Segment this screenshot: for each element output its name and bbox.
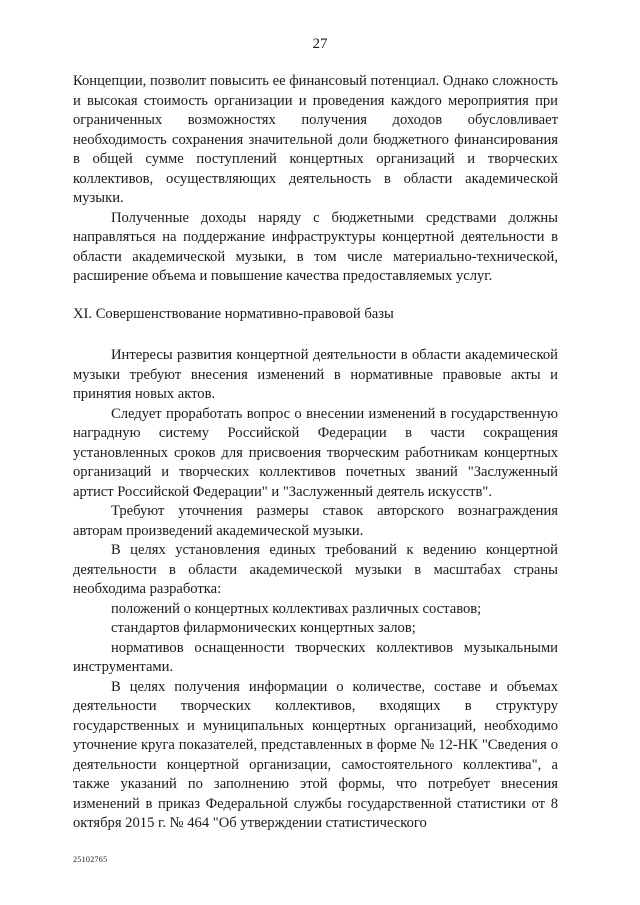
paragraph: Концепции, позволит повысить ее финансовый потенциал. Однако сложность и высокая стоимость организации и проведения каждого мероприятия при ограниченных возможностях получения доходов обусловливает необходимость сохранения значительной доли бюджетного финансирования в общей сумме поступлений концертных организаций и творческих коллективов, осуществляющих деятельность в области академической музыки. bbox=[73, 73, 558, 206]
document-code: 25102765 bbox=[73, 855, 108, 864]
list-item: нормативов оснащенности творческих коллективов музыкальными инструментами. bbox=[73, 639, 558, 675]
paragraph: В целях установления единых требований к ведению концертной деятельности в области академической музыки в масштабах страны необходима разработка: bbox=[73, 542, 558, 597]
list-item: стандартов филармонических концертных залов; bbox=[111, 620, 416, 636]
paragraph: Полученные доходы наряду с бюджетными средствами должны направляться на поддержание инфраструктуры концертной деятельности в области академической музыки, в том числе материально-технической, расширение объема и повышение качества предоставляемых услуг. bbox=[73, 209, 558, 284]
document-body bbox=[73, 72, 558, 834]
paragraph: Следует проработать вопрос о внесении изменений в государственную наградную систему Российской Федерации в части сокращения установленных сроков для присвоения творческим работникам концертных организаций и творческих коллективов почетных званий "Заслуженный артист Российской Федерации" и "Заслуженный деятель искусств". bbox=[73, 405, 558, 500]
paragraph: Интересы развития концертной деятельности в области академической музыки требуют внесения изменений в нормативные правовые акты и принятия новых актов. bbox=[73, 347, 558, 402]
page-number: 27 bbox=[312, 36, 328, 52]
paragraph: В целях получения информации о количестве, составе и объемах деятельности творческих коллективов, входящих в структуру государственных и муниципальных концертных организаций, необходимо уточнение круга показателей, представленных в форме № 12-НК "Сведения о деятельности концертной организации, самостоятельного коллектива", а также указаний по заполнению этой формы, что потребует внесения изменений в приказ Федеральной службы государственной статистики от 8 октября 2015 г. № 464 "Об утверждении статистического bbox=[73, 678, 558, 831]
list-item: положений о концертных коллективах различных составов; bbox=[111, 600, 482, 617]
paragraph: Требуют уточнения размеры ставок авторского вознаграждения авторам произведений академической музыки. bbox=[73, 503, 558, 539]
section-heading: XI. Совершенствование нормативно-правовой базы bbox=[73, 305, 394, 322]
